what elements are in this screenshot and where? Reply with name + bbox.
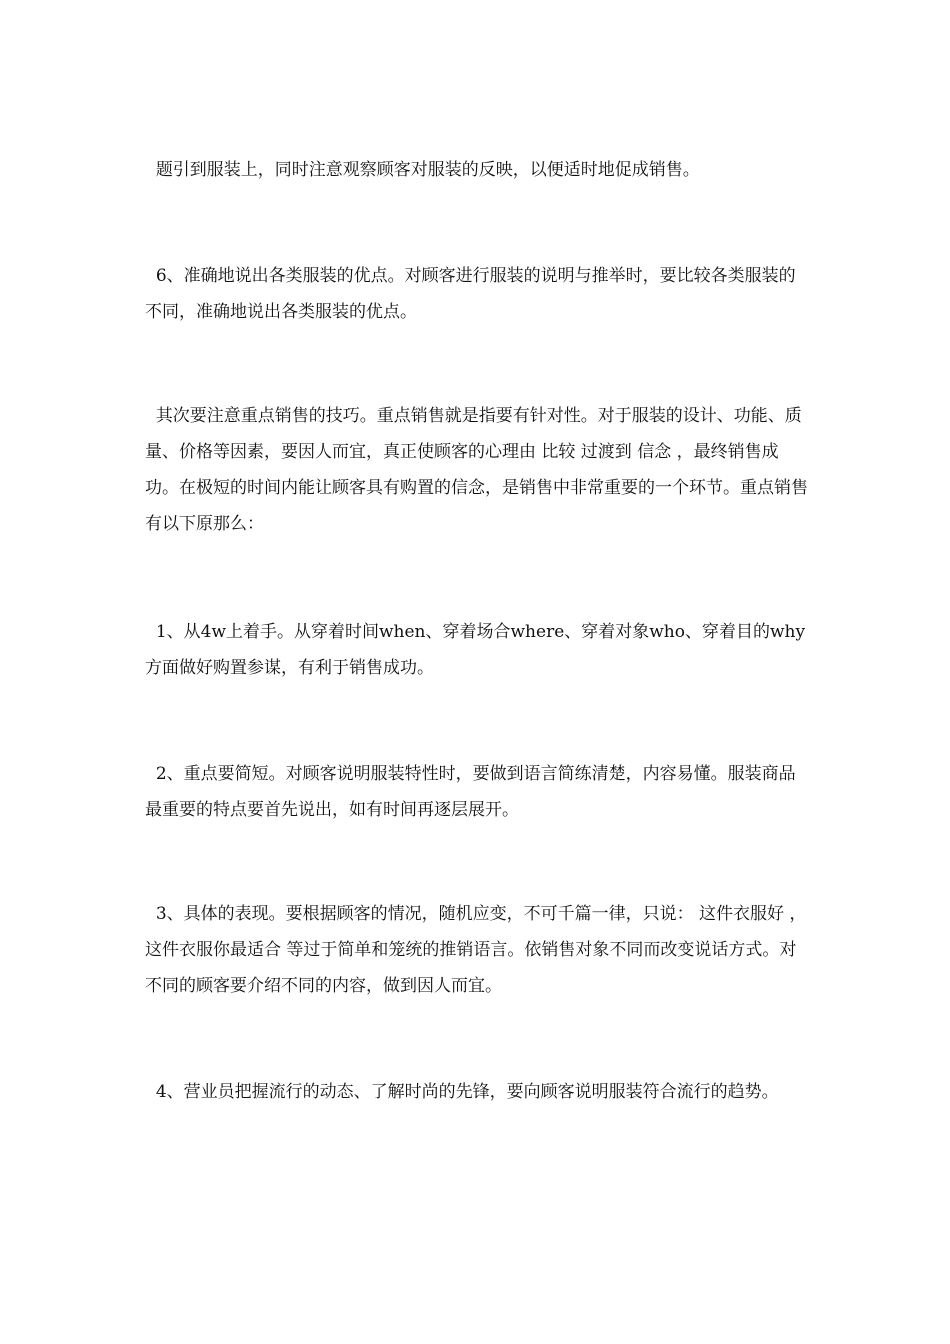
paragraph-principle-4: 4、营业员把握流行的动态、了解时尚的先锋，要向顾客说明服装符合流行的趋势。 [145,1082,779,1102]
paragraph-key-selling-skills: 其次要注意重点销售的技巧。重点销售就是指要有针对性。对于服装的设计、功能、质量、价格等因素，要因人而宜，真正使顾客的心理由 比较 过渡到 信念 ，最终销售成功。在极短的时间内能让顾客具有购置的信念，是销售中非常重要的一个环节。重点销售有以下原那么： [145,406,808,534]
paragraph-point-6: 6、准确地说出各类服装的优点。对顾客进行服装的说明与推举时，要比较各类服装的不同，准确地说出各类服装的优点。 [145,266,796,322]
paragraph-intro-continuation: 题引到服装上，同时注意观察顾客对服装的反映，以便适时地促成销售。 [145,160,700,180]
paragraph-principle-2: 2、重点要简短。对顾客说明服装特性时，要做到语言简练清楚，内容易懂。服装商品最重要的特点要首先说出，如有时间再逐层展开。 [145,764,796,820]
paragraph-principle-3: 3、具体的表现。要根据顾客的情况，随机应变，不可千篇一律，只说： 这件衣服好 ， 这件衣服你最适合 等过于简单和笼统的推销语言。依销售对象不同而改变说话方式。对不同的顾客要介绍不同的内容，做到因人而宜。 [145,904,812,996]
paragraph-principle-1: 1、从4w上着手。从穿着时间when、穿着场合where、穿着对象who、穿着目的why方面做好购置参谋，有利于销售成功。 [145,622,806,678]
